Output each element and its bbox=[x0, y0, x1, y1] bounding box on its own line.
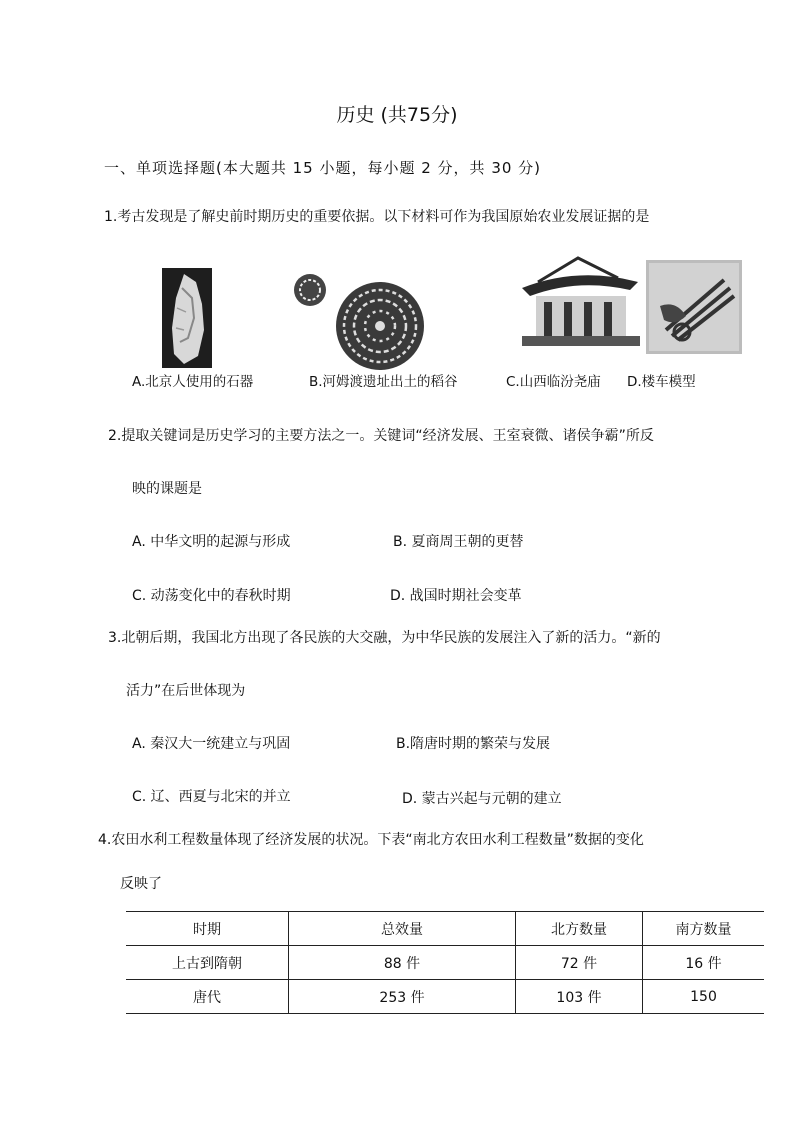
table-cell: 72 件 bbox=[516, 946, 643, 980]
question-3-stem-cont: 活力”在后世体现为 bbox=[126, 683, 246, 699]
section-heading: 一、单项选择题(本大题共 15 小题，每小题 2 分，共 30 分) bbox=[104, 159, 542, 177]
table-cell: 上古到隋朝 bbox=[126, 946, 289, 980]
question-2-option-c[interactable]: C. 动荡变化中的春秋时期 bbox=[132, 588, 291, 604]
temple-image bbox=[518, 252, 644, 354]
question-1-option-b[interactable]: B.河姆渡遗址出土的稻谷 bbox=[309, 374, 458, 390]
irrigation-table bbox=[126, 911, 764, 1014]
stone-tool-image bbox=[162, 268, 212, 368]
table-row bbox=[126, 980, 764, 1014]
question-1-stem: 1.考古发现是了解史前时期历史的重要依据。以下材料可作为我国原始农业发展证据的是 bbox=[104, 209, 650, 225]
question-3-option-a[interactable]: A. 秦汉大一统建立与巩固 bbox=[132, 736, 291, 752]
table-cell: 唐代 bbox=[126, 980, 289, 1014]
question-2-option-b[interactable]: B. 夏商周王朝的更替 bbox=[393, 534, 524, 550]
table-header-cell: 时期 bbox=[126, 912, 289, 946]
question-4-stem: 4.农田水利工程数量体现了经济发展的状况。下表“南北方农田水利工程数量”数据的变化 bbox=[98, 832, 644, 848]
rice-grain-image bbox=[290, 270, 430, 370]
question-4-stem-cont: 反映了 bbox=[120, 876, 162, 892]
question-2-option-a[interactable]: A. 中华文明的起源与形成 bbox=[132, 534, 291, 550]
question-1-option-a[interactable]: A.北京人使用的石器 bbox=[132, 374, 254, 390]
question-2-option-d[interactable]: D. 战国时期社会变革 bbox=[390, 588, 522, 604]
question-1-option-c[interactable]: C.山西临汾尧庙 bbox=[506, 374, 601, 390]
table-header-row bbox=[126, 912, 764, 946]
question-3-stem: 3.北朝后期，我国北方出现了各民族的大交融，为中华民族的发展注入了新的活力。“新的 bbox=[108, 630, 661, 646]
cart-model-image bbox=[646, 260, 742, 354]
table-row bbox=[126, 946, 764, 980]
table-cell: 88 件 bbox=[289, 946, 516, 980]
table-header-cell: 北方数量 bbox=[516, 912, 643, 946]
question-3-option-d[interactable]: D. 蒙古兴起与元朝的建立 bbox=[402, 791, 562, 807]
page-title: 历史 (共75分) bbox=[336, 104, 458, 126]
table-cell: 103 件 bbox=[516, 980, 643, 1014]
question-1-option-d[interactable]: D.楼车模型 bbox=[627, 374, 696, 390]
table-header-cell: 总效量 bbox=[289, 912, 516, 946]
question-3-option-b[interactable]: B.隋唐时期的繁荣与发展 bbox=[396, 736, 551, 752]
table-cell: 253 件 bbox=[289, 980, 516, 1014]
table-cell: 16 件 bbox=[643, 946, 765, 980]
question-2-stem: 2.提取关键词是历史学习的主要方法之一。关键词“经济发展、王室衰微、诸侯争霸”所反 bbox=[108, 428, 654, 444]
question-2-stem-cont: 映的课题是 bbox=[132, 481, 202, 497]
question-3-option-c[interactable]: C. 辽、西夏与北宋的并立 bbox=[132, 789, 291, 805]
table-header-cell: 南方数量 bbox=[643, 912, 765, 946]
table-cell: 150 bbox=[643, 980, 765, 1014]
